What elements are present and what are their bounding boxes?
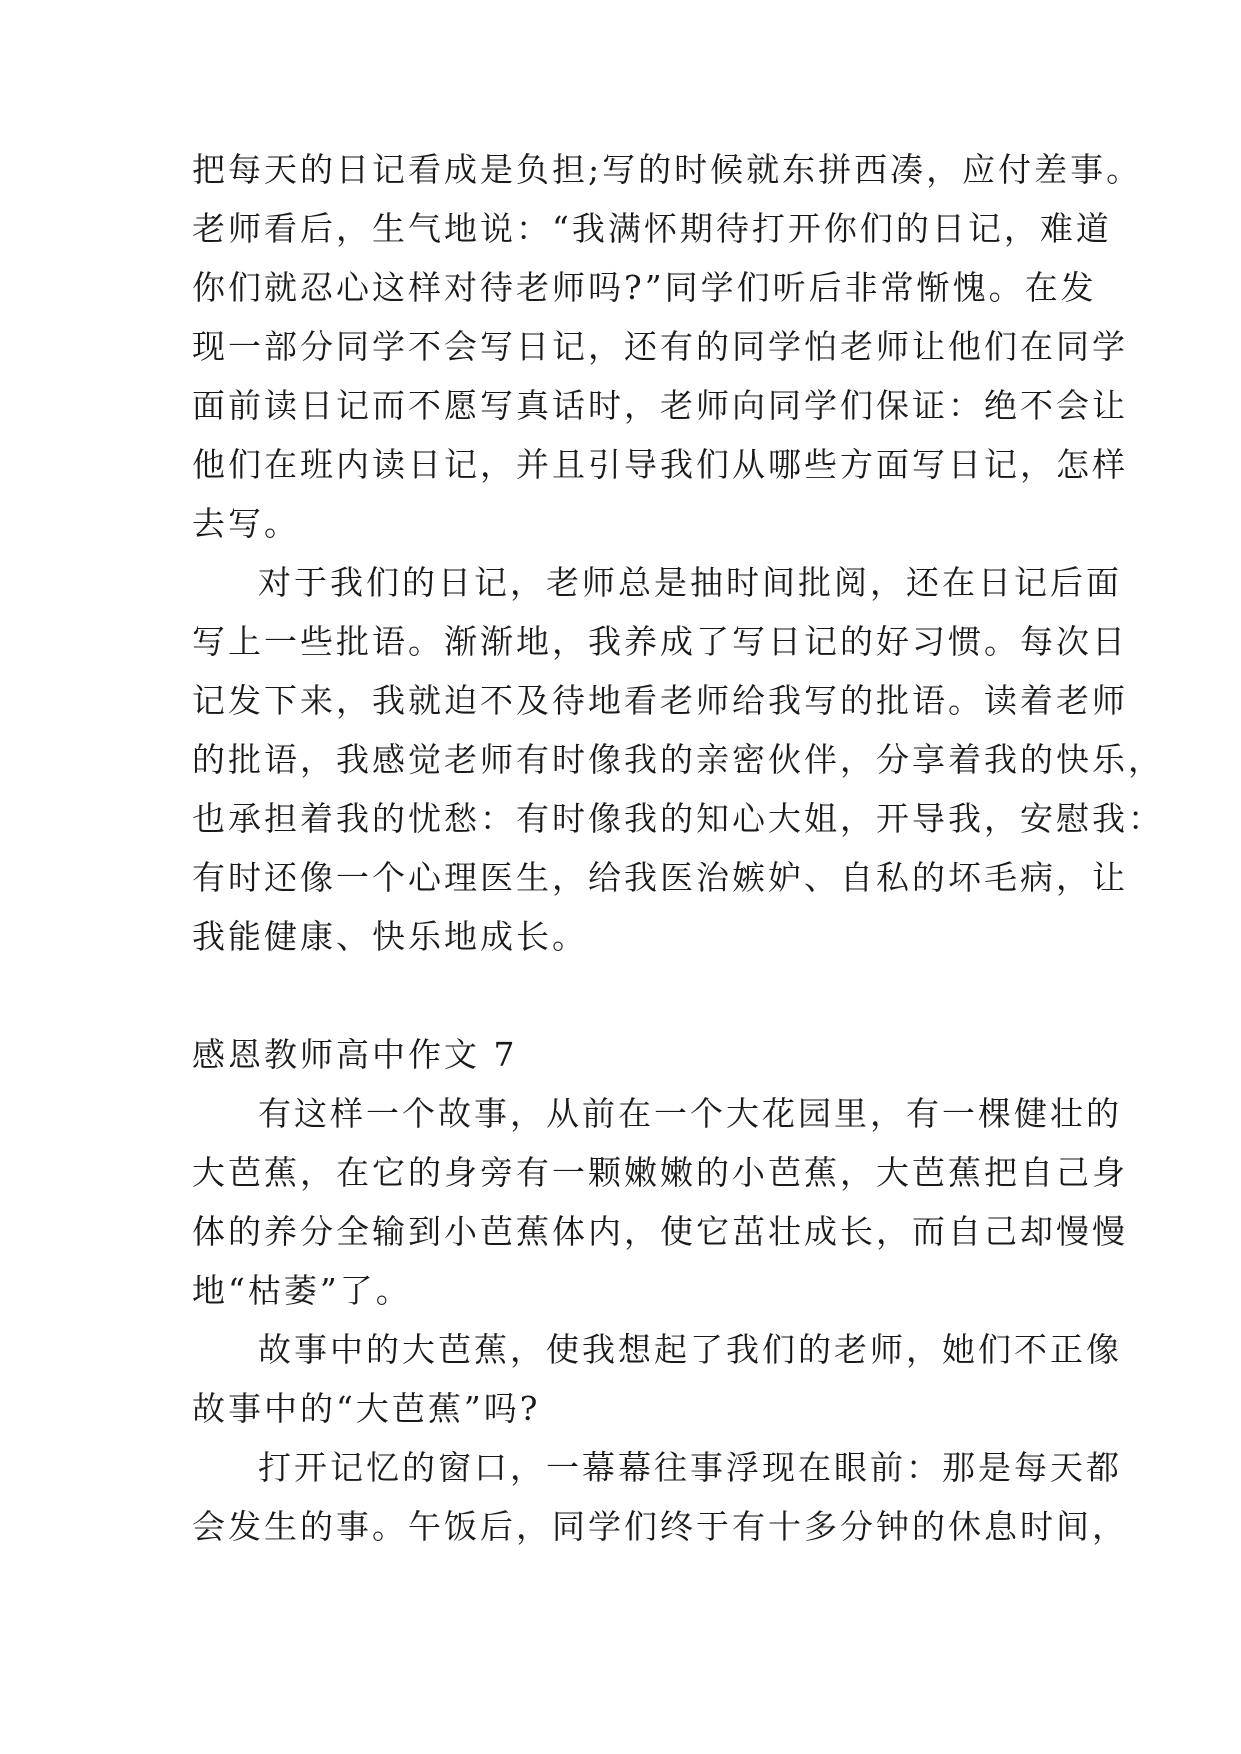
section-heading: 感恩教师高中作文 7 bbox=[192, 1035, 518, 1074]
text-line: 有时还像一个心理医生，给我医治嫉妒、自私的坏毛病，让 bbox=[192, 858, 1128, 897]
text-line: 我能健康、快乐地成长。 bbox=[192, 917, 588, 956]
text-line: 去写。 bbox=[192, 504, 300, 543]
text-line: 把每天的日记看成是负担;写的时候就东拼西凑，应付差事。 bbox=[192, 150, 1143, 189]
paragraph-first-line: 故事中的大芭蕉，使我想起了我们的老师，她们不正像 bbox=[258, 1330, 1122, 1369]
text-line: 也承担着我的忧愁：有时像我的知心大姐，开导我，安慰我： bbox=[192, 799, 1164, 838]
paragraph-first-line: 有这样一个故事，从前在一个大花园里，有一棵健壮的 bbox=[258, 1094, 1122, 1133]
text-line: 的批语，我感觉老师有时像我的亲密伙伴，分享着我的快乐， bbox=[192, 740, 1164, 779]
text-line: 面前读日记而不愿写真话时，老师向同学们保证：绝不会让 bbox=[192, 386, 1128, 425]
text-line: 老师看后，生气地说：“我满怀期待打开你们的日记，难道 bbox=[192, 209, 1112, 248]
text-line: 地“枯萎”了。 bbox=[192, 1271, 412, 1310]
text-line: 记发下来，我就迫不及待地看老师给我写的批语。读着老师 bbox=[192, 681, 1128, 720]
text-line: 他们在班内读日记，并且引导我们从哪些方面写日记，怎样 bbox=[192, 445, 1128, 484]
text-line: 你们就忍心这样对待老师吗?”同学们听后非常惭愧。在发 bbox=[192, 268, 1097, 307]
text-line: 故事中的“大芭蕉”吗? bbox=[192, 1389, 541, 1428]
paragraph-first-line: 对于我们的日记，老师总是抽时间批阅，还在日记后面 bbox=[258, 563, 1122, 602]
text-line: 大芭蕉，在它的身旁有一颗嫩嫩的小芭蕉，大芭蕉把自己身 bbox=[192, 1153, 1128, 1192]
text-line: 会发生的事。午饭后，同学们终于有十多分钟的休息时间， bbox=[192, 1507, 1128, 1546]
text-line: 写上一些批语。渐渐地，我养成了写日记的好习惯。每次日 bbox=[192, 622, 1128, 661]
text-line: 体的养分全输到小芭蕉体内，使它茁壮成长，而自己却慢慢 bbox=[192, 1212, 1128, 1251]
text-line: 现一部分同学不会写日记，还有的同学怕老师让他们在同学 bbox=[192, 327, 1128, 366]
paragraph-first-line: 打开记忆的窗口，一幕幕往事浮现在眼前：那是每天都 bbox=[258, 1448, 1122, 1487]
